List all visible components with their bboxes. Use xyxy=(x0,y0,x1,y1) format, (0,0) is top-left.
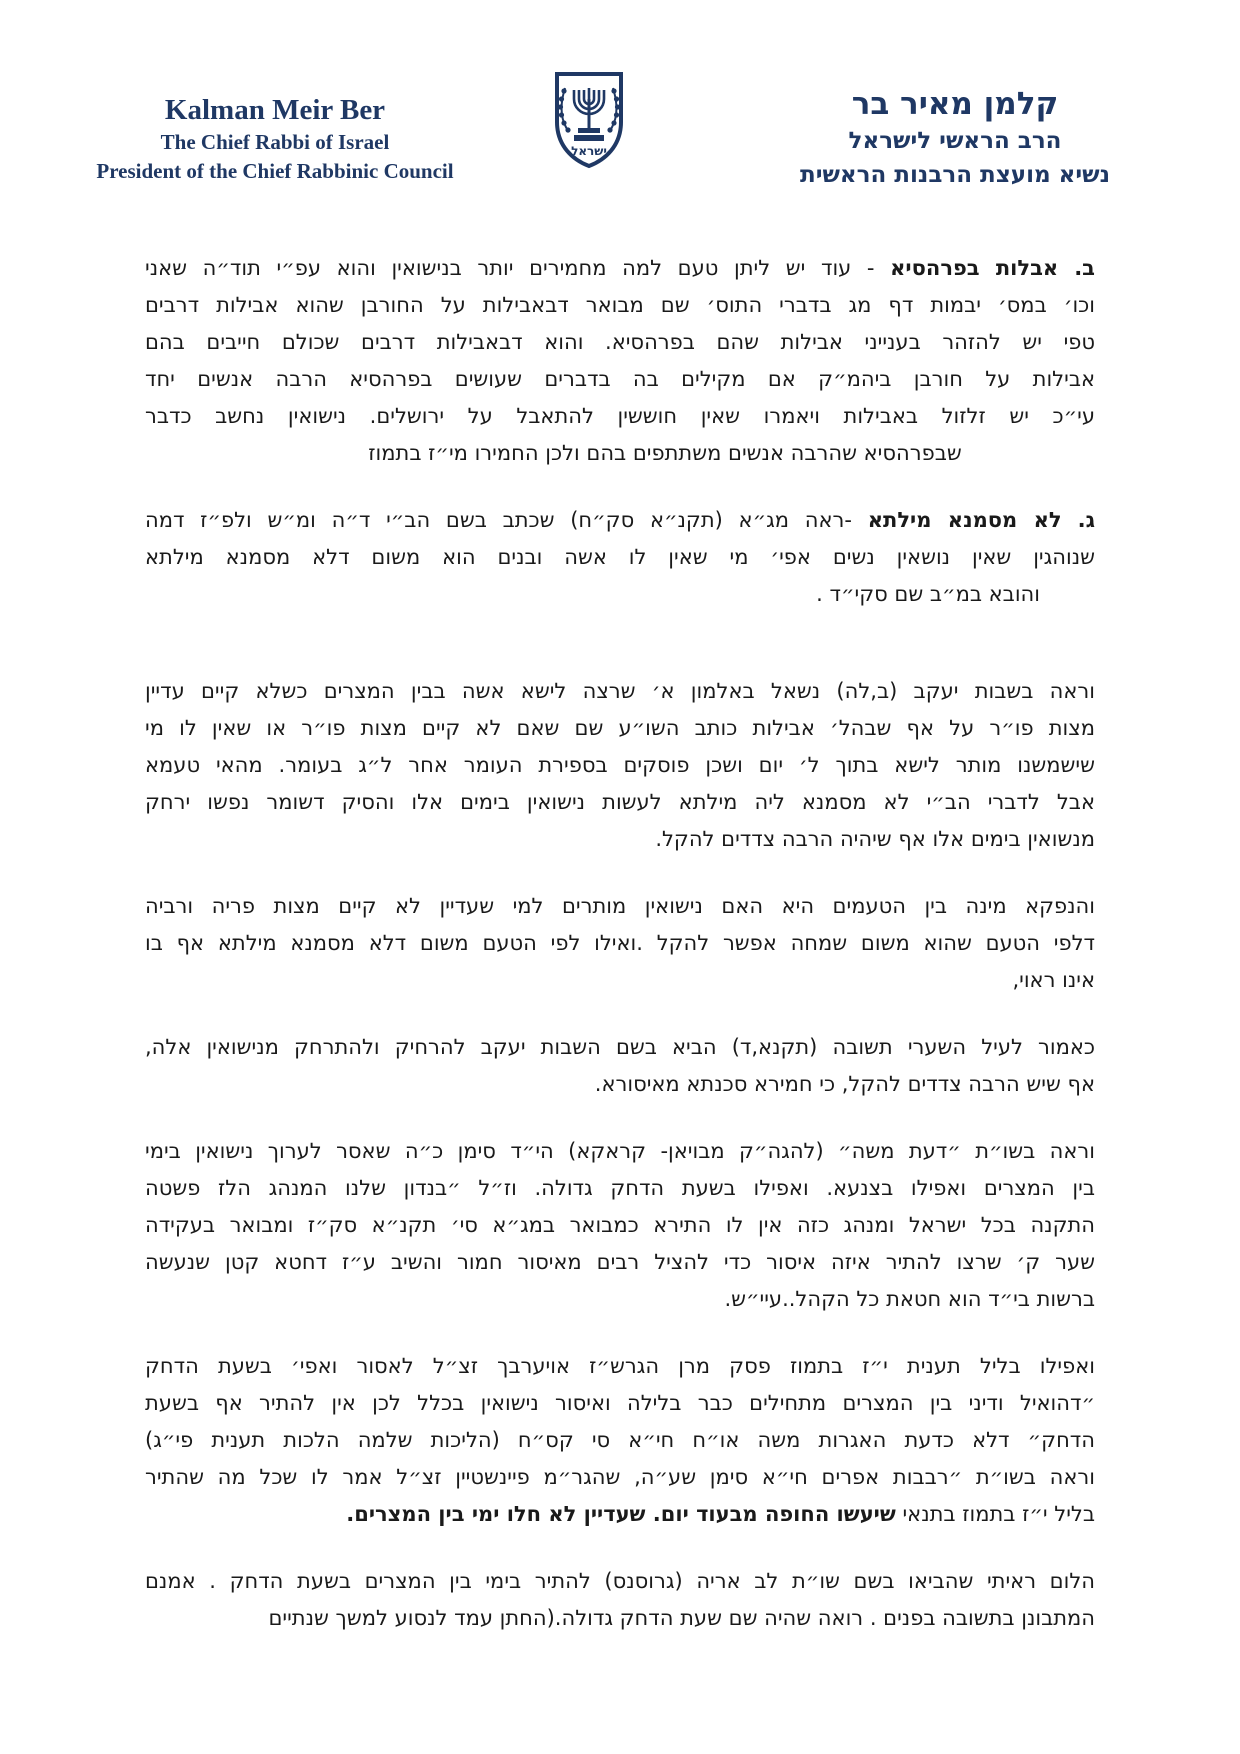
bold-lead: אבלות בפרהסיא xyxy=(890,256,1059,280)
text-line: וראה בשו״ת ״רבבות אפרים חי״א סימן שע״ה, שהגר״מ פיינשטיין זצ״ל אמר לו שכל מה שהתיר xyxy=(145,1465,1095,1489)
text-line: המתבונן בתשובה בפנים . רואה שהיה שם שעת הדחק גדולה.(החתן עמד לנסוע למשך שנתיים xyxy=(268,1606,1095,1630)
text-line: מצות פו״ר על אף שבהל׳ אבילות כותב השו״ע שם שאם לא קיים מצות פו״ר או שאין לו מי xyxy=(145,716,1095,740)
paragraph-daat-moshe xyxy=(145,1133,1095,1318)
text-line: אף שיש הרבה צדדים להקל, כי חמירא סכנתא מאיסורא. xyxy=(594,1072,1095,1096)
list-marker: ג. xyxy=(1077,508,1095,532)
paragraph-nafka-mina xyxy=(145,888,1095,999)
sender-name-hebrew: קלמן מאיר בר xyxy=(851,86,1059,122)
text-line: בין המצרים ואפילו בצנעא. ואפילו בשעת הדחק גדולה. וז״ל ״בנדון שלנו המנהג הלז פשטה xyxy=(145,1176,1095,1200)
text-line xyxy=(145,502,1095,539)
lead-rest: -ראה מג״א (תקנ״א סק״ח) שכתב בשם הב״י ד״ה ומ״ש ולפ״ז דמה xyxy=(145,508,868,532)
lead-rest: - עוד יש ליתן טעם למה מחמירים יותר בנישואין והוא עפ״י תוד״ה שאני xyxy=(145,256,891,280)
sender-block-hebrew xyxy=(785,84,1125,192)
text-line: אבל לדברי הב״י לא מסמנא ליה מילתא לעשות נישואין בימים אלו והסיק דשומר נפשו ירחק xyxy=(145,790,1095,814)
sender-title2-hebrew: נשיא מועצת הרבנות הראשית xyxy=(799,162,1110,188)
text-line: ״דהואיל ודיני בין המצרים מתחילים כבר בלילה ואיסור נישואין בכלל לכן אין להתיר אף בשעת xyxy=(145,1391,1095,1415)
text-line: וכו׳ במס׳ יבמות דף מג בדברי התוס׳ שם מבואר דבאבילות על החורבן שהוא אבילות דרבים xyxy=(145,293,1095,317)
text-line: הלום ראיתי שהביאו בשם שו״ת לב אריה (גרוסנס) להתיר בימי בין המצרים בשעת הדחק . אמנם xyxy=(145,1569,1095,1593)
sender-title-hebrew: הרב הראשי לישראל xyxy=(848,128,1062,154)
text-line: עי״כ יש זלזול באבילות ויאמרו שאין חוששין להתאבל על ירושלים. נישואין נחשב כדבר xyxy=(145,404,1095,428)
paragraph-bet xyxy=(145,250,1095,472)
text-line: הדחק״ דלא כדעת האגרות משה או״ח חי״א סי קס״ח (הליכות שלמה הלכות תענית פי״ג) xyxy=(145,1428,1095,1452)
israel-state-emblem-icon xyxy=(545,70,633,170)
text-line xyxy=(145,1496,1095,1533)
text-line: שישמשנו מותר לישא בתוך ל׳ יום ושכן פוסקים בספירת העומר אחר ל״ג בעומר. מהאי טעמא xyxy=(145,753,1095,777)
paragraph-lev-aryeh xyxy=(145,1563,1095,1637)
text-line: והובא במ״ב שם סקי״ד . xyxy=(816,582,1040,606)
paragraph-gimel xyxy=(145,502,1095,613)
text-line: שבפרהסיא שהרבה אנשים משתתפים בהם ולכן החמירו מי״ז בתמוז xyxy=(368,441,962,465)
bold-lead: לא מסמנא מילתא xyxy=(867,508,1062,532)
last-line-lead: בליל י״ז בתמוז בתנאי xyxy=(895,1502,1095,1526)
text-line: שער ק׳ שרצו להתיר איזה איסור כדי להציל רבים מאיסור חמור והשיב ע״ז דחטא קטן שנעשה xyxy=(145,1250,1095,1274)
text-line: שנוהגין שאין נושאין נשים אפי׳ מי שאין לו אשה ובנים הוא משום דלא מסמנא מילתא xyxy=(145,545,1095,569)
paragraph-shvut-yaakov xyxy=(145,673,1095,858)
text-line: מנשואין בימים אלו אף שיהיה הרבה צדדים להקל. xyxy=(655,827,1095,851)
text-line: דלפי הטעם שהוא משום שמחה אפשר להקל .ואילו לפי הטעם משום דלא מסמנא מילתא אף בו xyxy=(145,931,1095,955)
text-line: טפי יש להזהר בענייני אבילות שהם בפרהסיא. והוא דבאבילות דרבים שכולם חייבים בהם xyxy=(145,330,1095,354)
emblem-label: ישראל xyxy=(571,144,607,158)
text-line: וראה בשבות יעקב (ב,לה) נשאל באלמון א׳ שרצה לישא אשה בבין המצרים כשלא קיים עדיין xyxy=(145,679,1095,703)
letterhead xyxy=(0,0,1240,230)
sender-name-english: Kalman Meir Ber xyxy=(164,94,386,126)
text-line xyxy=(145,250,1095,287)
text-line: כאמור לעיל השערי תשובה (תקנא,ד) הביא בשם השבות יעקב להרחיק ולהתרחק מנישואין אלה, xyxy=(145,1035,1095,1059)
text-line: וראה בשו״ת ״דעת משה״ (להגה״ק מבויאן- קראקא) הי״ד סימן כ״ה שאסר לערוך נישואין בימי xyxy=(145,1139,1095,1163)
last-line-bold: שיעשו החופה מבעוד יום. שעדיין לא חלו ימי בין המצרים. xyxy=(346,1502,896,1526)
sender-block-english xyxy=(80,92,470,186)
list-marker: ב. xyxy=(1074,256,1095,280)
text-line: אבילות על חורבן ביהמ״ק אם מקילים בה בדברים שעושים בפרהסיא הרבה אנשים יחד xyxy=(145,367,1095,391)
paragraph-leil-taanit xyxy=(145,1348,1095,1533)
sender-title-english: The Chief Rabbi of Israel xyxy=(160,130,390,154)
text-line: והנפקא מינה בין הטעמים היא האם נישואין מותרים למי שעדיין לא קיים מצות פריה ורביה xyxy=(145,894,1095,918)
paragraph-shaarei-teshuva xyxy=(145,1029,1095,1103)
text-line: אינו ראוי, xyxy=(1012,968,1095,992)
text-line: ואפילו בליל תענית י״ז בתמוז פסק מרן הגרש״ז אויערבך זצ״ל לאסור ואפי׳ בשעת הדחק xyxy=(145,1354,1095,1378)
letter-body xyxy=(145,250,1095,1667)
sender-title2-english: President of the Chief Rabbinic Council xyxy=(96,159,454,183)
text-line: התקנה בכל ישראל ומנהג כזה אין לו התירא כמבואר במג״א סי׳ תקנ״א סק״ז ומבואר בעקידה xyxy=(145,1213,1095,1237)
text-line: ברשות בי״ד הוא חטאת כל הקהל..עיי״ש. xyxy=(724,1287,1095,1311)
